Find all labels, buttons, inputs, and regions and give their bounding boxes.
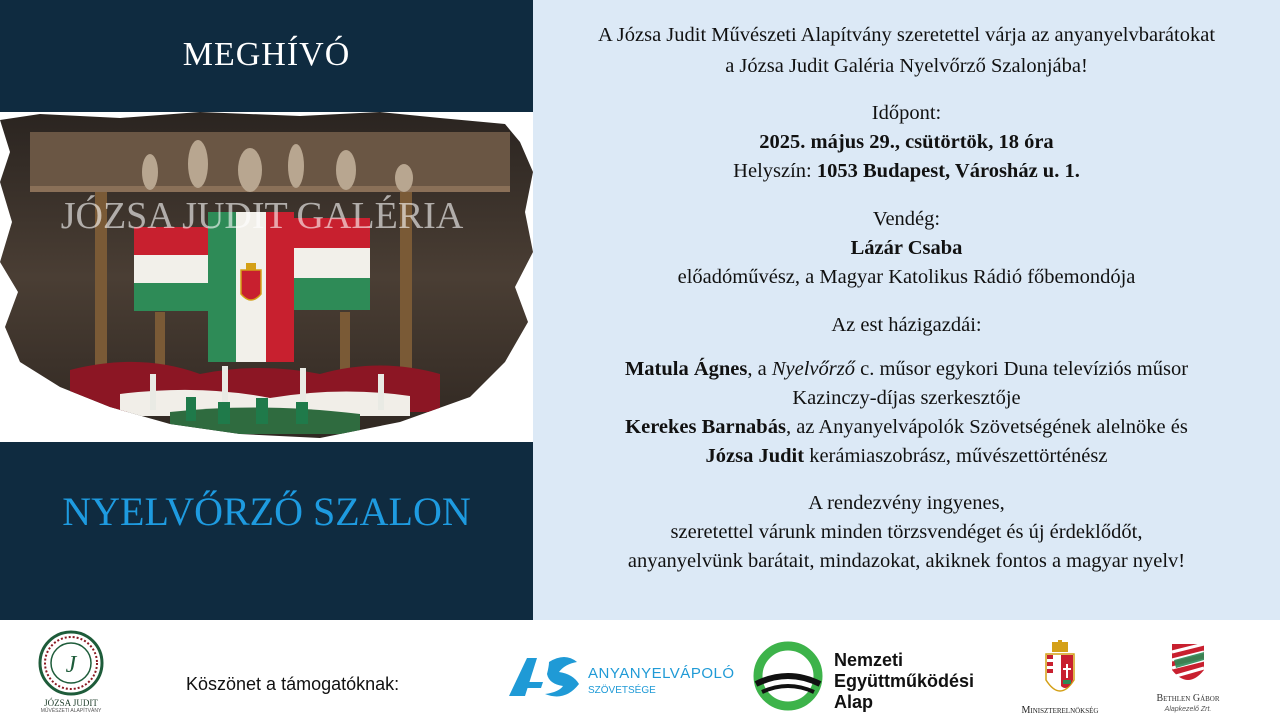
logo4-text: Miniszterelnökség xyxy=(1021,705,1099,716)
host-2: Kerekes Barnabás, az Anyanyelvápolók Szövetségének alelnöke és xyxy=(625,416,1188,438)
logo3-line3: Alap xyxy=(834,692,874,712)
event-date: 2025. május 29., csütörtök, 18 óra xyxy=(759,131,1054,153)
logo5-line2: Alapkezelő Zrt. xyxy=(1164,706,1212,713)
bethlen-gabor-logo xyxy=(1168,640,1208,690)
coat-of-arms-icon xyxy=(1042,640,1078,702)
jozsa-judit-foundation-logo xyxy=(38,630,104,696)
anyanyelvapolok-logo xyxy=(503,650,589,704)
svg-text:J: J xyxy=(65,652,77,678)
photo-caption: JÓZSA JUDIT GALÉRIA xyxy=(60,195,464,237)
logo1-line1: JÓZSA JUDIT xyxy=(44,698,98,708)
invitation-title: MEGHÍVÓ xyxy=(182,36,351,73)
guest-label: Vendég: xyxy=(872,208,941,230)
closing-line3: anyanyelvünk barátait, mindazokat, akiknek fontos a magyar nyelv! xyxy=(627,550,1186,572)
logo2-line2: SZÖVETSÉGE xyxy=(588,685,656,696)
logo3-line1: Nemzeti xyxy=(834,650,904,670)
closing-line2: szeretettel várunk minden törzsvendéget és új érdeklődőt, xyxy=(670,521,1143,543)
host-3: Józsa Judit kerámiaszobrász, művészettörténész xyxy=(705,445,1108,467)
event-name: NYELVŐRZŐ SZALON xyxy=(62,489,471,534)
logo3-line2: Együttműködési xyxy=(834,671,975,691)
host-1: Matula Ágnes, a Nyelvőrző c. műsor egykori Duna televíziós műsor xyxy=(624,358,1189,380)
logo5-line1: Bethlen Gábor xyxy=(1156,693,1220,704)
invitation-line2: a Józsa Judit Galéria Nyelvőrző Szalonjába! xyxy=(725,55,1088,77)
sponsors-thanks: Köszönet a támogatóknak: xyxy=(186,674,400,694)
event-place: Helyszín: 1053 Budapest, Városház u. 1. xyxy=(733,160,1080,182)
guest-desc: előadóművész, a Magyar Katolikus Rádió főbemondója xyxy=(677,266,1136,288)
logo2-line1: ANYANYELVÁPOLÓ xyxy=(588,665,735,682)
host-1-line2: Kazinczy-díjas szerkesztője xyxy=(792,387,1021,409)
logo1-line2: MŰVÉSZETI ALAPÍTVÁNY xyxy=(40,708,102,714)
invitation-line1: A Józsa Judit Művészeti Alapítvány szeretettel várja az anyanyelvbarátokat xyxy=(597,24,1216,46)
closing-line1: A rendezvény ingyenes, xyxy=(808,492,1005,514)
guest-name: Lázár Csaba xyxy=(850,237,963,259)
gallery-photo xyxy=(0,112,533,442)
nea-logo xyxy=(752,640,824,712)
time-label: Időpont: xyxy=(871,102,942,124)
hosts-label: Az est házigazdái: xyxy=(831,314,982,336)
